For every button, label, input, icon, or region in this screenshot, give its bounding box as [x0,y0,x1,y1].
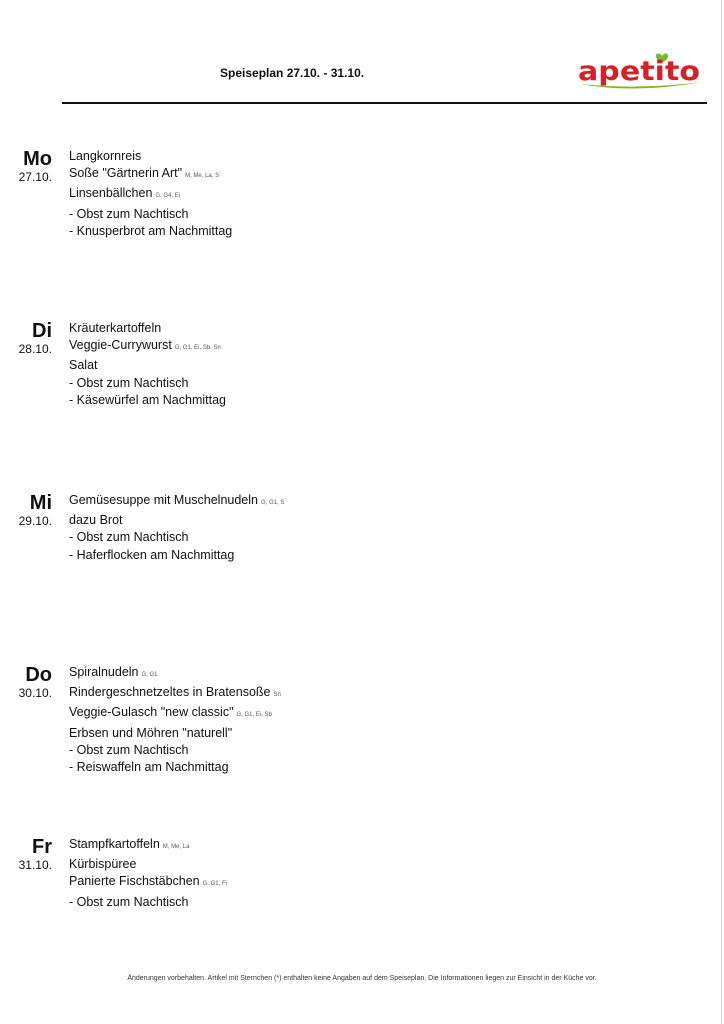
menu-item-text: Spiralnudeln [69,665,139,679]
day-name: Fr [32,836,52,858]
menu-item [69,664,281,684]
menu-item-text: Veggie-Currywurst [69,338,172,353]
menu-item [69,165,232,185]
menu-item-text: Rindergeschnetzeltes in Bratensoße [69,685,271,700]
menu-item [69,894,227,911]
page-title: Speiseplan 27.10. - 31.10. [220,66,365,80]
menu-item-text: - Käsewürfel am Nachmittag [69,392,227,407]
menu-item [69,704,281,724]
menu-item [69,185,232,205]
menu-item [69,392,226,409]
menu-item-text: Soße "Gärtnerin Art" [69,166,183,181]
day-date: 31.10. [18,858,52,872]
menu-item-text: Panierte Fischstäbchen [69,874,200,889]
menu-items-list [69,664,281,776]
menu-item [69,529,284,546]
menu-items-list [69,320,226,409]
menu-item-text: - Obst zum Nachtisch [69,894,189,909]
menu-item-text: Salat [69,358,98,373]
menu-item-text: dazu Brot [69,513,123,528]
allergen-codes: G, G1, S [261,500,285,506]
day-label [0,148,52,184]
menu-item-text: - Reiswaffeln am Nachmittag [69,760,229,775]
day-label [0,664,52,700]
day-date: 28.10. [18,342,52,356]
day-label [0,320,52,356]
menu-item-text: - Obst zum Nachtisch [69,742,189,757]
menu-item-text: Langkornreis [69,149,142,163]
logo-wordmark: apetito [578,56,700,87]
apetito-logo [574,50,706,94]
day-name: Do [25,664,52,686]
day-date: 27.10. [18,170,52,184]
menu-items-list [69,836,227,911]
menu-item [69,742,281,759]
allergen-codes: M, Me, La, S [185,173,220,180]
menu-item [69,684,281,704]
menu-item-text: - Haferflocken am Nachmittag [69,547,235,562]
day-date: 30.10. [18,686,52,700]
menu-item [69,148,232,165]
menu-item-text: - Obst zum Nachtisch [69,530,189,545]
allergen-codes: Sn [273,692,281,699]
day-name: Mo [23,148,52,170]
menu-item [69,223,232,240]
menu-item [69,512,284,529]
allergen-codes: M, Me, La [162,844,190,850]
menu-item-text: - Obst zum Nachtisch [69,206,189,221]
allergen-codes: G, G1, Fi [202,881,227,888]
menu-item-text: Veggie-Gulasch "new classic" [69,705,234,720]
menu-item-text: Kräuterkartoffeln [69,321,162,335]
menu-item-text: - Obst zum Nachtisch [69,375,189,390]
menu-item [69,337,226,357]
header-divider [62,102,707,104]
menu-item [69,492,284,512]
footer-note: Änderungen vorbehalten. Artikel mit Sternchen (*) enthalten keine Angaben auf dem Speiseplan. Die Informationen liegen zur Einsicht in der Küche vor. [127,975,597,982]
allergen-codes: G, G1 [141,672,158,678]
allergen-codes: G, G1, Ei, Sb [236,712,272,719]
day-label [0,492,52,528]
day-name: Mi [29,492,52,514]
menu-items-list [69,492,284,564]
allergen-codes: G, G4, Ei [155,193,181,200]
menu-item [69,873,227,893]
menu-item-text: Erbsen und Möhren "naturell" [69,725,233,740]
menu-item-text: Linsenbällchen [69,186,153,201]
menu-item-text: Gemüsesuppe mit Muschelnudeln [69,493,258,507]
menu-item-text: Stampfkartoffeln [69,837,160,851]
menu-item-text: Kürbispüree [69,857,137,872]
menu-item [69,357,226,374]
apetito-logo-graphic [574,50,706,94]
page-edge-divider [721,0,722,1024]
day-name: Di [32,320,52,342]
menu-item [69,206,232,223]
allergen-codes: G, G1, Ei, Sb, Sn [174,345,221,352]
menu-item [69,725,281,742]
menu-item-text: - Knusperbrot am Nachmittag [69,223,233,238]
menu-items-list [69,148,232,240]
day-label [0,836,52,872]
menu-item [69,836,227,856]
day-date: 29.10. [18,514,52,528]
menu-item [69,547,284,564]
menu-item [69,856,227,873]
menu-item [69,320,226,337]
menu-item [69,759,281,776]
menu-item [69,375,226,392]
